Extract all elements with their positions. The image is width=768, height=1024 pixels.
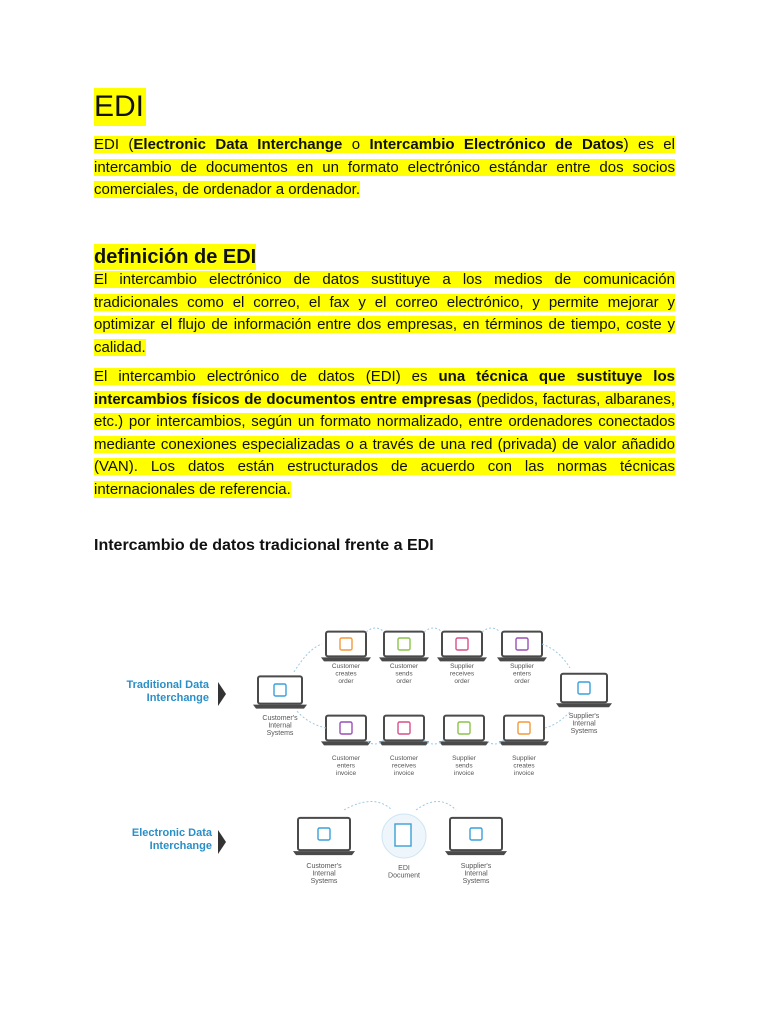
top-step-4-base bbox=[497, 657, 547, 661]
intro-text-3: ) es el intercambio de documentos en un formato electrónico estándar entre dos socios comerciales, de ordenador a ordenador. bbox=[94, 136, 675, 198]
intro-paragraph bbox=[94, 134, 675, 202]
top-step-label-4: Supplier enters order bbox=[510, 663, 534, 685]
definition-text-1: El intercambio electrónico de datos sustituye a los medios de comunicación tradicionales como el correo, el fax y el correo electrónico, y permite mejorar y optimizar el flujo de información entre dos empresas, en términos de tiempo, coste y calidad. bbox=[94, 271, 675, 356]
traditional-arrow-icon bbox=[218, 682, 226, 706]
supplier-systems-label: Supplier's Internal Systems bbox=[568, 713, 600, 735]
supplier-laptop-base bbox=[556, 703, 612, 707]
top-step-label-2: Customer sends order bbox=[389, 663, 419, 685]
edi-label: Electronic Data Interchange bbox=[131, 827, 212, 852]
top-step-4-screen bbox=[502, 632, 542, 657]
edi-supplier-laptop-screen bbox=[450, 818, 502, 850]
top-step-1-screen bbox=[326, 632, 366, 657]
customer-laptop-screen bbox=[258, 676, 302, 703]
edi-customer-label: Customer's Internal Systems bbox=[306, 863, 342, 885]
definition-paragraph-1 bbox=[94, 269, 675, 359]
definition-text-2a: El intercambio electrónico de datos (EDI) es bbox=[94, 368, 439, 385]
customer-systems-label: Customer's Internal Systems bbox=[262, 715, 298, 737]
bottom-step-label-1: Customer enters invoice bbox=[331, 755, 361, 777]
bottom-step-2-screen bbox=[384, 716, 424, 741]
edi-customer-laptop-screen bbox=[298, 818, 350, 850]
edi-connector-1 bbox=[344, 802, 392, 811]
intro-text-1: EDI ( bbox=[94, 136, 134, 153]
edi-document-label: EDI Document bbox=[388, 865, 420, 880]
intro-bold-1: Electronic Data Interchange bbox=[133, 136, 343, 153]
intro-bold-2: Intercambio Electrónico de Datos bbox=[369, 136, 624, 153]
bottom-step-3-base bbox=[439, 741, 489, 745]
bottom-step-label-3: Supplier sends invoice bbox=[452, 755, 476, 777]
connector-arrow-2 bbox=[366, 628, 384, 632]
bottom-step-4-base bbox=[499, 741, 549, 745]
customer-laptop-base bbox=[253, 705, 307, 709]
bottom-step-1-screen bbox=[326, 716, 366, 741]
connector-arrow-10 bbox=[296, 710, 326, 728]
connector-arrow-4 bbox=[482, 628, 500, 632]
definition-bold: una técnica que sustituye los intercambios físicos de documentos entre empresas bbox=[94, 368, 675, 408]
bottom-step-1-base bbox=[321, 741, 371, 745]
edi-document-icon bbox=[395, 824, 411, 846]
definition-text-2b: (pedidos, facturas, albaranes, etc.) por intercambios, según un formato normalizado, entre ordenadores conectados mediante conexiones especializadas o a través de una red (privada) de valor añadido (VAN). Los datos están estructurados de acuerdo con las normas técnicas internacionales de referencia. bbox=[94, 390, 675, 498]
connector-arrow-3 bbox=[424, 628, 442, 632]
bottom-step-label-4: Supplier creates invoice bbox=[512, 755, 536, 777]
connector-arrow-1 bbox=[294, 644, 322, 672]
definition-heading: definición de EDI bbox=[94, 246, 257, 268]
edi-connector-2 bbox=[416, 802, 456, 811]
comparison-heading: Intercambio de datos tradicional frente a EDI bbox=[94, 537, 434, 554]
top-step-2-base bbox=[379, 657, 429, 661]
bottom-step-2-base bbox=[379, 741, 429, 745]
intro-text-2: o bbox=[342, 136, 370, 153]
bottom-step-3-screen bbox=[444, 716, 484, 741]
edi-supplier-laptop-base bbox=[445, 851, 507, 855]
edi-supplier-label: Supplier's Internal Systems bbox=[460, 863, 492, 885]
definition-paragraph-2 bbox=[94, 366, 675, 501]
top-step-3-screen bbox=[442, 632, 482, 657]
bottom-step-4-screen bbox=[504, 716, 544, 741]
top-step-2-screen bbox=[384, 632, 424, 657]
top-step-label-3: Supplier receives order bbox=[449, 663, 475, 685]
top-step-1-base bbox=[321, 657, 371, 661]
edi-arrow-icon bbox=[218, 830, 226, 854]
top-step-3-base bbox=[437, 657, 487, 661]
edi-comparison-diagram bbox=[94, 588, 674, 898]
edi-customer-laptop-base bbox=[293, 851, 355, 855]
page-title: EDI bbox=[94, 88, 146, 126]
traditional-label: Traditional Data Interchange bbox=[126, 679, 209, 704]
bottom-step-label-2: Customer receives invoice bbox=[389, 755, 419, 777]
top-step-label-1: Customer creates order bbox=[331, 663, 361, 685]
connector-arrow-6 bbox=[544, 712, 570, 728]
supplier-laptop-screen bbox=[561, 674, 607, 703]
connector-arrow-5 bbox=[542, 644, 570, 668]
